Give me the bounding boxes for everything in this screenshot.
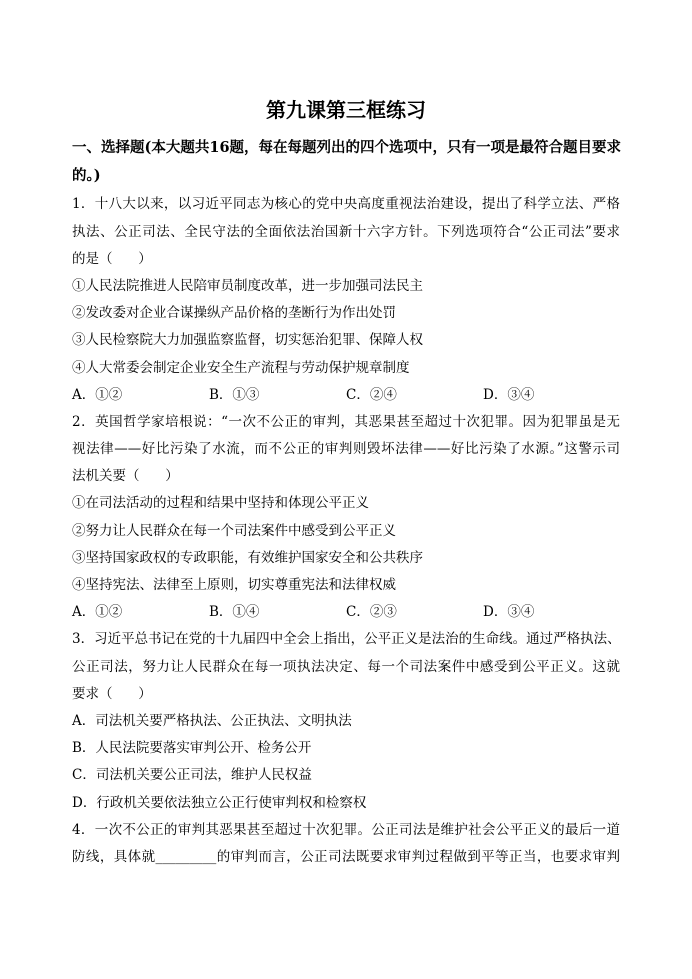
q2-stem-line: 视法律——好比污染了水流，而不公正的审判则毁坏法律——好比污染了水源。”这警示司	[72, 441, 620, 458]
q3-option-c: C．司法机关要公正司法，维护人民权益	[72, 767, 312, 784]
q3-option-a: A．司法机关要严格执法、公正执法、文明执法	[72, 712, 352, 729]
q3-stem-line: 要求（ ）	[72, 685, 152, 702]
q1-stem-line: 的是（ ）	[72, 250, 152, 267]
q3-option-d: D．行政机关要依法独立公正行使审判权和检察权	[72, 794, 367, 811]
q2-stem-line: 法机关要（ ）	[72, 468, 179, 485]
q4-stem-line: 防线，具体就_________的审判而言，公正司法既要求审判过程做到平等正当，也要求审判	[72, 848, 620, 865]
q1-option-b: B．①③	[209, 386, 260, 403]
question-4	[72, 817, 620, 871]
document-body	[72, 134, 620, 871]
q2-option-d: D．③④	[483, 604, 535, 621]
q3-stem-line: 3．习近平总书记在党的十九届四中全会上指出，公平正义是法治的生命线。通过严格执法、	[72, 631, 621, 648]
question-list	[72, 191, 620, 871]
page-title: 第九课第三框练习	[266, 98, 426, 122]
q1-option-a: A．①②	[72, 386, 123, 403]
q3-option-b: B．人民法院要落实审判公开、检务公开	[72, 740, 312, 757]
question-2	[72, 409, 620, 627]
q4-stem-line: 4．一次不公正的审判其恶果甚至超过十次犯罪。公正司法是维护社会公平正义的最后一道	[72, 821, 620, 838]
section-heading	[72, 134, 622, 190]
q2-option-a: A．①②	[72, 604, 123, 621]
q2-statement-2: ②努力让人民群众在每一个司法案件中感受到公平正义	[72, 522, 396, 539]
q2-statement-3: ③坚持国家政权的专政职能，有效维护国家安全和公共秩序	[72, 549, 423, 566]
question-1	[72, 191, 620, 409]
q2-statement-4: ④坚持宪法、法律至上原则，切实尊重宪法和法律权威	[72, 577, 396, 594]
section-heading-line: 的。)	[72, 167, 101, 184]
q3-stem-line: 公正司法，努力让人民群众在每一项执法决定、每一个司法案件中感受到公平正义。这就	[72, 658, 620, 675]
q2-stem-line: 2．英国哲学家培根说：“一次不公正的审判，其恶果甚至超过十次犯罪。因为犯罪虽是无	[72, 413, 620, 430]
section-heading-line: 一、选择题(本大题共16题，每在每题列出的四个选项中，只有一项是最符合题目要求	[72, 139, 622, 156]
q1-statement-1: ①人民法院推进人民陪审员制度改革，进一步加强司法民主	[72, 277, 423, 294]
q2-statement-1: ①在司法活动的过程和结果中坚持和体现公平正义	[72, 495, 369, 512]
q1-option-c: C．②④	[346, 386, 397, 403]
q1-statement-3: ③人民检察院大力加强监察监督，切实惩治犯罪、保障人权	[72, 332, 423, 349]
q1-statement-4: ④人大常委会制定企业安全生产流程与劳动保护规章制度	[72, 359, 410, 376]
q1-options	[72, 382, 620, 409]
question-3	[72, 626, 620, 816]
q1-option-d: D．③④	[483, 386, 535, 403]
q2-option-c: C．②③	[346, 604, 397, 621]
q2-option-b: B．①④	[209, 604, 260, 621]
q1-stem-line: 执法、公正司法、全民守法的全面依法治国新十六字方针。下列选项符合“公正司法”要求	[72, 223, 620, 240]
q2-options	[72, 599, 620, 626]
q1-statement-2: ②发改委对企业合谋操纵产品价格的垄断行为作出处罚	[72, 305, 396, 322]
q1-stem-line: 1．十八大以来，以习近平同志为核心的党中央高度重视法治建设，提出了科学立法、严格	[72, 196, 620, 213]
